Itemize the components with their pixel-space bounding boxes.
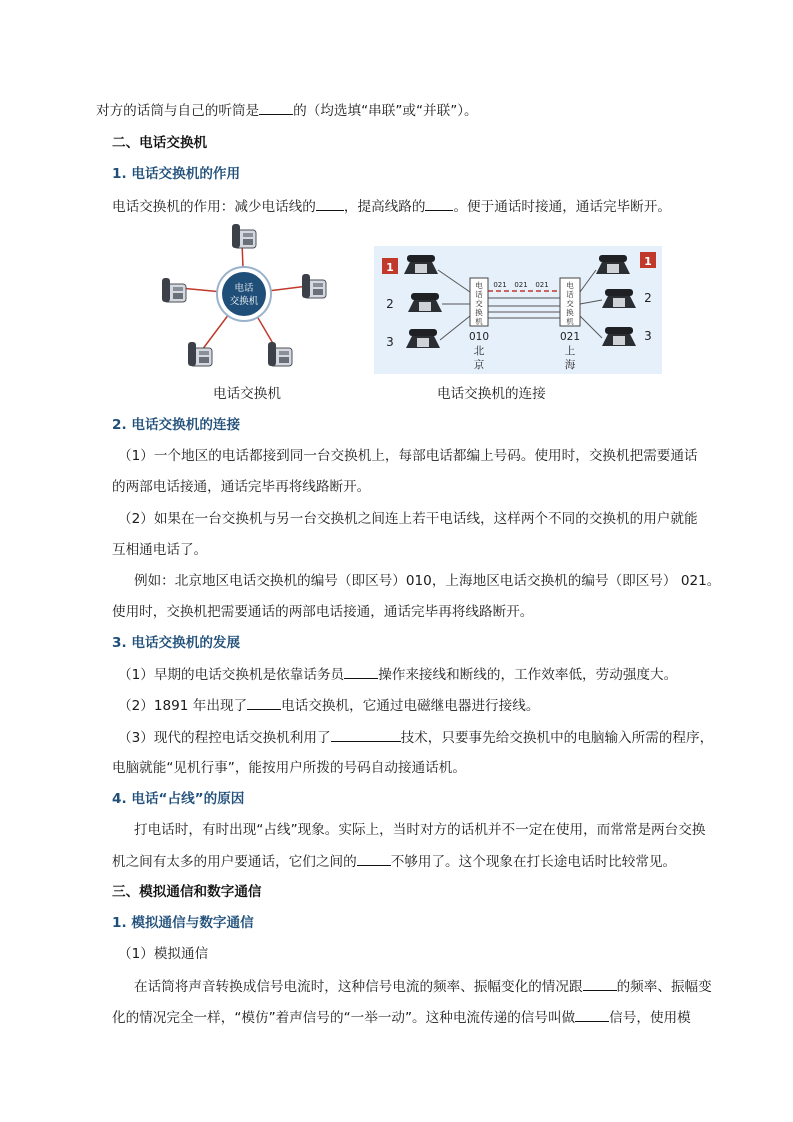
svg-text:电: 电 [566,281,574,290]
text-line: 电脑就能“见机行事”，能按用户所拨的号码自动接通话机。 [112,760,466,776]
area-code: 010 [468,331,490,343]
line-code: 021 [493,281,507,289]
city-label: 北 [473,345,485,357]
svg-text:话: 话 [475,290,483,299]
text-line: （1）一个地区的电话都接到同一台交换机上，每部电话都编上号码。使用时，交换机把需要通话 [118,448,698,464]
section-heading: 三、模拟通信和数字通信 [112,884,262,900]
figure-caption: 电话交换机 [213,386,281,402]
text-line: 互相通电话了。 [112,542,208,558]
line-code: 021 [514,281,528,289]
svg-text:换: 换 [566,308,574,317]
telephone-icon [404,255,438,274]
svg-text:交: 交 [475,299,483,308]
svg-text:交: 交 [566,299,574,308]
area-code: 021 [559,331,581,343]
text-line: （1）早期的电话交换机是依靠话务员 操作来接线和断线的，工作效率低，劳动强度大。 [118,664,677,685]
fill-blank[interactable] [425,196,453,211]
subsection-heading: 1. 模拟通信与数字通信 [112,915,254,931]
svg-text:换: 换 [475,308,483,317]
text-line: 对方的话筒与自己的听筒是 的（均选填“串联”或“并联”）。 [96,100,478,121]
text-line: （2）如果在一台交换机与另一台交换机之间连上若干电话线，这样两个不同的交换机的用户就能 [118,511,698,527]
subsection-heading: 1. 电话交换机的作用 [112,166,241,182]
telephone-icon [162,278,186,302]
line-code: 021 [535,281,549,289]
city-label: 上 [564,345,576,357]
fill-blank[interactable] [331,727,401,742]
telephone-icon [596,255,630,274]
fill-blank[interactable] [247,695,281,710]
subsection-heading: 2. 电话交换机的连接 [112,417,241,433]
svg-text:电: 电 [475,281,483,290]
hub-label: 交换机 [229,296,259,307]
svg-text:话: 话 [566,290,574,299]
telephone-icon [406,329,440,348]
fill-blank[interactable] [259,100,293,115]
fill-blank[interactable] [344,664,378,679]
text-line: （3）现代的程控电话交换机利用了 技术，只要事先给交换机中的电脑输入所需的程序， [118,727,713,748]
text-line: 机之间有太多的用户要通话，它们之间的 不够用了。这个现象在打长途电话时比较常见。 [112,851,676,872]
figure-caption: 电话交换机的连接 [437,386,546,402]
svg-text:1: 1 [386,261,394,274]
city-label: 京 [473,359,485,371]
subsection-heading: 3. 电话交换机的发展 [112,635,241,651]
telephone-icon [232,224,256,248]
text-line: 的两部电话接通，通话完毕再将线路断开。 [112,479,371,495]
phone-number: 2 [386,297,394,311]
switchboard-star-figure [150,222,340,380]
section-heading: 二、电话交换机 [112,135,208,151]
svg-text:机: 机 [475,317,483,326]
telephone-icon [188,342,212,366]
text-line: 例如：北京地区电话交换机的编号（即区号）010，上海地区电话交换机的编号（即区号） 021。 [134,573,721,589]
telephone-icon [602,327,636,346]
text-line: 使用时，交换机把需要通话的两部电话接通，通话完毕再将线路断开。 [112,604,534,620]
text-line: （1）模拟通信 [118,946,209,962]
fill-blank[interactable] [583,976,617,991]
svg-text:机: 机 [566,317,574,326]
text-line: 化的情况完全一样，“模仿”着声信号的“一举一动”。这种电流传递的信号叫做 信号，使用模 [112,1007,691,1028]
subsection-heading: 4. 电话“占线”的原因 [112,791,245,807]
switchboard-connection-figure [374,246,662,374]
text-line: 电话交换机的作用：减少电话线的 ，提高线路的 。便于通话时接通，通话完毕断开。 [112,196,671,217]
text-line: 在话筒将声音转换成信号电流时，这种信号电流的频率、振幅变化的情况跟 的频率、振幅变 [134,976,712,997]
phone-number: 3 [386,335,394,349]
telephone-icon [602,289,636,308]
telephone-icon [268,342,292,366]
city-label: 海 [564,359,576,371]
telephone-icon [302,274,326,298]
fill-blank[interactable] [575,1007,609,1022]
fill-blank[interactable] [316,196,344,211]
hub-label: 电话 [234,283,254,294]
text-line: （2）1891 年出现了 电话交换机，它通过电磁继电器进行接线。 [118,695,539,716]
text-line: 打电话时，有时出现“占线”现象。实际上，当时对方的话机并不一定在使用，而常常是两台交换 [134,822,706,838]
phone-number: 3 [644,329,652,343]
fill-blank[interactable] [357,851,391,866]
telephone-icon [408,293,442,312]
phone-number: 2 [644,291,652,305]
svg-text:1: 1 [644,255,652,268]
